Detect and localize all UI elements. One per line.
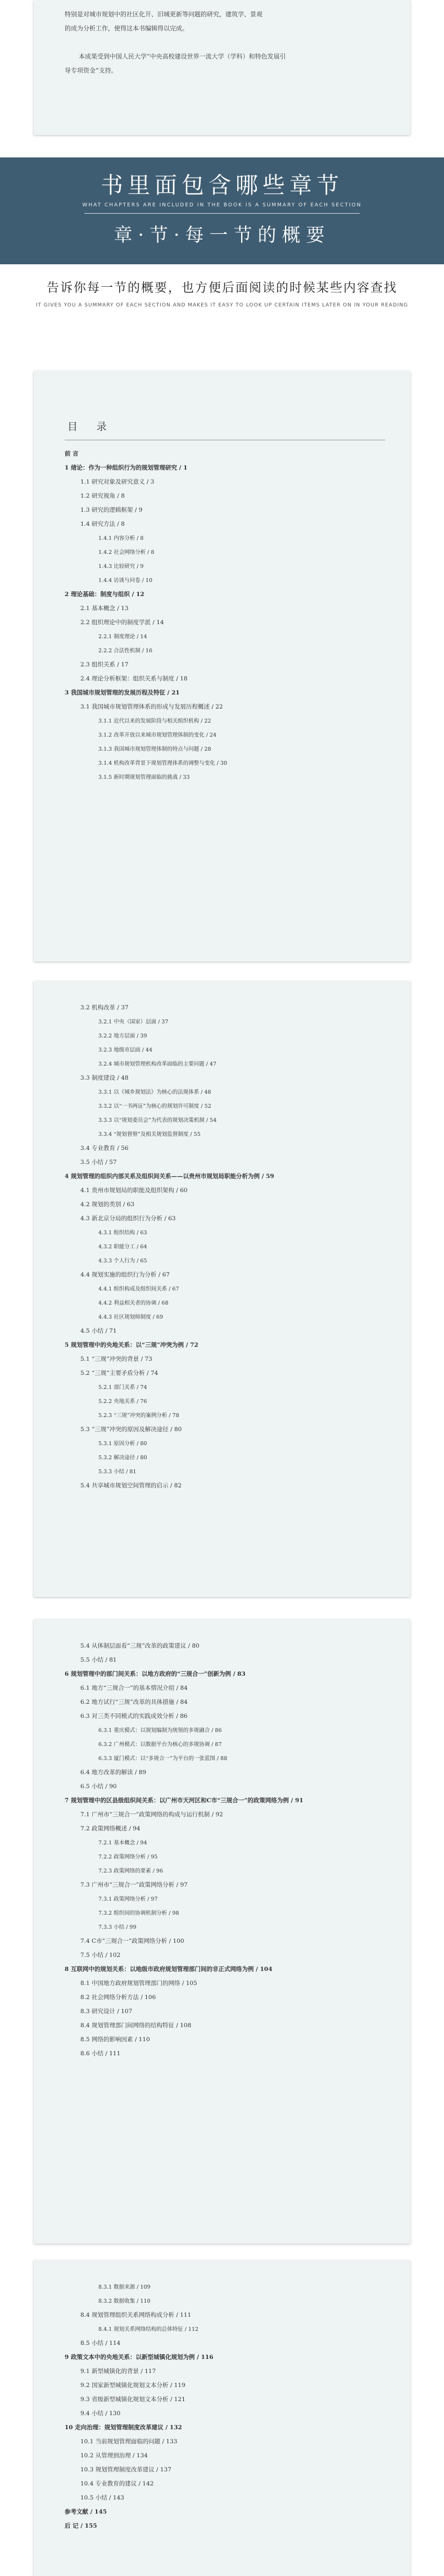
toc-entry: 5.3.3 小结 / 81	[98, 1469, 137, 1475]
toc-entry: 5.3 “三规”冲突的原因及解决途径 / 80	[80, 1426, 182, 1433]
toc-entry: 5 规划管理中的央地关系：以“三规”冲突为例 / 72	[65, 1342, 198, 1348]
toc-entry: 7 规划管理中的区县级组织间关系：以广州市天河区和C市“三规合一”的政策网络为例 / 91	[65, 1797, 303, 1804]
toc-entry: 1.4.2 社会网络分析 / 8	[98, 549, 155, 556]
toc-entry: 5.5 小结 / 81	[80, 1657, 117, 1663]
toc-entry: 2.4 理论分析框架：组织关系与制度 / 18	[80, 675, 188, 682]
toc-page-3	[34, 1619, 410, 2244]
toc-entry: 3.2 机构改革 / 37	[80, 1004, 129, 1011]
toc-entry: 8.3.2 数据收集 / 110	[98, 2298, 151, 2304]
toc-entry: 3.1.5 新时期规划管理面临的挑战 / 33	[98, 774, 190, 781]
toc-entry: 7.2.2 政策网络分析 / 95	[98, 1854, 158, 1860]
toc-entry: 3.3.1 以《城乡规划法》为核心的法规体系 / 48	[98, 1089, 211, 1095]
toc-entry: 1.4.1 内容分析 / 8	[98, 535, 144, 542]
toc-entry: 10.5 小结 / 143	[80, 2494, 124, 2501]
toc-entry: 8.1 中国地方政府规划管理部门的网络 / 105	[80, 1980, 197, 1987]
toc-entry: 6.3 对三类不同模式的实践成效分析 / 86	[80, 1713, 188, 1720]
toc-entry: 3.2.3 地级市层面 / 44	[98, 1047, 153, 1053]
preface-line: 的成为分析工作，使得这本书编辑得以完成。	[65, 25, 188, 32]
preface-line: 特别是对城市规划中的社区化开、旧城更新等问题的研究，建筑学、景观	[65, 11, 262, 18]
toc-entry: 6.1 地方“三规合一”的基本情况介绍 / 84	[80, 1685, 188, 1691]
toc-entry: 4.4 规划实施的组织行为分析 / 67	[80, 1271, 170, 1278]
toc-entry: 1.1 研究对象及研究意义 / 3	[80, 479, 155, 485]
toc-entry: 4.1 贵州市规划局的职能及组织架构 / 60	[80, 1187, 188, 1194]
toc-entry: 8.3.1 数据来源 / 109	[98, 2284, 151, 2290]
toc-entry: 5.3.1 原因分析 / 80	[98, 1441, 147, 1447]
toc-entry: 6 规划管理中的部门间关系：以地方政府的“三规合一”创新为例 / 83	[65, 1671, 246, 1677]
toc-entry: 7.3.3 小结 / 99	[98, 1924, 137, 1930]
toc-entry: 3.2.2 地方层面 / 39	[98, 1033, 147, 1039]
toc-title: 目 录	[67, 421, 115, 433]
toc-entry: 8.4 规划管理组织关系网络构成分析 / 111	[80, 2312, 192, 2318]
toc-entry: 1.4 研究方法 / 8	[80, 521, 125, 527]
toc-entry: 5.2.1 部门关系 / 74	[98, 1384, 147, 1391]
banner-subtitle-en: WHAT CHAPTERS ARE INCLUDED IN THE BOOK IS A SUMMARY OF EACH SECTION	[82, 202, 362, 208]
toc-entry: 2.2.2 合法性机制 / 16	[98, 648, 153, 654]
toc-entry: 7.1 广州市“三规合一”政策网络的构成与运行机制 / 92	[80, 1811, 223, 1818]
toc-entry: 6.4 地方改革的解读 / 89	[80, 1769, 147, 1776]
toc-entry: 3.3.3 以“规划委员会”为代表的规划决策机制 / 54	[98, 1117, 217, 1124]
caption-text-en: IT GIVES YOU A SUMMARY OF EACH SECTION AND MAKES IT EASY TO LOOK UP CERTAIN ITEMS LATER ON IN YOUR READING	[35, 303, 409, 308]
toc-entry: 4.5 小结 / 71	[80, 1328, 117, 1334]
toc-entry: 1.4.3 比较研究 / 9	[98, 563, 144, 570]
toc-entry: 5.4 从体制层面看“三规”改革的政策建议 / 80	[80, 1643, 200, 1649]
toc-entry: 3.2.4 城市规划管理机构改革面临的主要问题 / 47	[98, 1061, 217, 1067]
toc-entry: 10.4 专业教育的建议 / 142	[80, 2480, 154, 2487]
toc-entry: 5.4 共享城市规划空间管理的启示 / 82	[80, 1482, 182, 1489]
toc-entry: 8.5 网络的影响因素 / 110	[80, 2036, 150, 2043]
caption-text: 告诉你每一节的概要，也方便后面阅读的时候某些内容查找	[46, 281, 397, 295]
toc-entry: 8.4 规划管理部门间网络的结构特征 / 108	[80, 2022, 192, 2029]
toc-entry: 6.3.1 重庆模式：以规划编制为统领的多规融合 / 86	[98, 1727, 222, 1734]
toc-entry: 3.4 专业教育 / 56	[80, 1145, 129, 1152]
toc-entry: 5.2.3 “三规”冲突的案例分析 / 78	[98, 1413, 179, 1419]
toc-entry: 4 规划管理的组织内部关系及组织间关系——以贵州市规划局职能分析为例 / 59	[65, 1173, 274, 1180]
toc-entry: 3.3.4 “规划督察”及相关规划监督制度 / 55	[98, 1131, 201, 1138]
toc-entry: 2.2.1 制度理论 / 14	[98, 634, 147, 640]
toc-entry: 8.5 小结 / 114	[80, 2340, 121, 2347]
toc-entry: 7.2.3 政策网络的要素 / 96	[98, 1868, 164, 1874]
toc-entry: 8.3 研究设计 / 107	[80, 2008, 133, 2015]
toc-entry: 3.1.2 改革开放以来城市规划管理体制的变化 / 24	[98, 732, 217, 738]
toc-entry: 7.3 广州市“三规合一”政策网络分析 / 97	[80, 1882, 188, 1888]
toc-entry: 9.4 小结 / 130	[80, 2410, 121, 2417]
toc-entry: 4.4.1 组织构成及组织间关系 / 67	[98, 1286, 179, 1292]
toc-entry: 3.3.2 以“一书两证”为核心的规划许可制度 / 52	[98, 1103, 211, 1109]
toc-entry: 3.1.1 近代以来的发展阶段与相关组织机构 / 22	[98, 718, 211, 724]
toc-list	[65, 2280, 385, 2533]
toc-entry: 9.2 国家新型城镇化规划文本分析 / 119	[80, 2382, 185, 2389]
toc-entry: 前 言	[65, 450, 79, 457]
toc-page-1	[34, 371, 410, 962]
preface-page-fragment	[34, 0, 410, 135]
toc-entry: 4.4.3 社区规划师制度 / 69	[98, 1314, 164, 1320]
toc-entry: 4.2 规划的类别 / 63	[80, 1201, 135, 1208]
toc-entry: 3.5 小结 / 57	[80, 1159, 117, 1166]
toc-entry: 8.2 社会网络分析方法 / 106	[80, 1994, 156, 2001]
toc-entry: 3.1.3 我国城市规划管理体制的特点与问题 / 28	[98, 746, 211, 752]
toc-entry: 2.1 基本概念 / 13	[80, 605, 129, 612]
toc-entry: 10.1 当前规划管理面临的问题 / 133	[80, 2438, 178, 2445]
toc-entry: 4.4.2 利益相关者的协调 / 68	[98, 1300, 169, 1306]
toc-entry: 2 理论基础：制度与组织 / 12	[65, 591, 144, 598]
toc-entry: 5.2 “三规”主要矛盾分析 / 74	[80, 1370, 158, 1377]
toc-page-4	[34, 2261, 410, 2576]
toc-entry: 9.1 新型城镇化的背景 / 117	[80, 2368, 156, 2375]
toc-entry: 7.5 小结 / 102	[80, 1952, 121, 1959]
toc-entry: 4.3.1 组织结构 / 63	[98, 1230, 147, 1236]
toc-entry: 4.3.2 职能分工 / 64	[98, 1244, 147, 1250]
toc-entry: 5.1 “三规”冲突的背景 / 73	[80, 1356, 152, 1363]
toc-entry: 7.4 C市“三规合一”政策网络分析 / 100	[80, 1938, 184, 1945]
toc-entry: 3.3 制度建设 / 48	[80, 1075, 129, 1081]
toc-entry: 7.3.2 组织间的协调机制分析 / 98	[98, 1910, 179, 1916]
toc-page-2	[34, 981, 410, 1597]
toc-entry: 8.6 小结 / 111	[80, 2050, 121, 2057]
toc-entry: 8.4.1 规划关系网络结构的总体特征 / 112	[98, 2326, 199, 2333]
banner-divider	[84, 213, 360, 214]
preface-line: 本成果受到中国人民大学“中央高校建设世界一流大学（学科）和特色发展引	[79, 53, 286, 60]
toc-list	[65, 1001, 385, 1493]
toc-entry: 3.2.1 中央（国家）层面 / 37	[98, 1019, 169, 1025]
toc-entry: 7.2 政策网络概述 / 94	[80, 1825, 141, 1832]
toc-entry: 3.1.4 机构改革背景下规划管理体系的调整与变化 / 30	[98, 760, 228, 766]
banner-title: 书里面包含哪些章节	[101, 173, 343, 198]
toc-entry: 10 走向治理：规划管理制度改革建议 / 132	[65, 2424, 182, 2431]
toc-entry: 1.4.4 访谈与问卷 / 10	[98, 578, 153, 584]
banner-subtitle: 章·节·每一节的概要	[114, 224, 330, 246]
toc-list	[65, 447, 385, 784]
toc-entry: 10.2 从管理到治理 / 134	[80, 2452, 148, 2459]
toc-entry: 9.3 省级新型城镇化规划文本分析 / 121	[80, 2396, 185, 2403]
toc-entry: 8 互联网中的规划关系：以地级市政府规划管理部门间的非正式网络为例 / 104	[65, 1966, 273, 1973]
toc-list	[65, 1639, 385, 2061]
toc-entry: 5.3.2 解决途径 / 80	[98, 1455, 147, 1461]
toc-entry: 9 政策文本中的央地关系：以新型城镇化规划为例 / 116	[65, 2354, 214, 2361]
toc-entry: 1 绪论：作为一种组织行为的规划管理研究 / 1	[65, 464, 188, 471]
toc-entry: 5.2.2 央地关系 / 76	[98, 1398, 147, 1405]
toc-entry: 6.3.3 厦门模式：以“多规合一”为平台的一张蓝图 / 88	[98, 1756, 228, 1762]
toc-entry: 6.2 地方试行“三规”改革的具体措施 / 84	[80, 1699, 188, 1706]
toc-entry: 1.2 研究视角 / 8	[80, 493, 125, 499]
caption	[0, 278, 444, 308]
toc-entry: 4.3 新北京分局的组织行为分析 / 63	[80, 1215, 176, 1222]
preface-line: 导专项资金”支持。	[65, 67, 117, 74]
toc-entry: 7.2.1 基本概念 / 94	[98, 1840, 147, 1846]
toc-entry: 3.1 我国城市规划管理体系的形成与发展历程概述 / 22	[80, 703, 223, 710]
toc-entry: 6.5 小结 / 90	[80, 1783, 117, 1790]
toc-entry: 7.3.1 政策网络分析 / 97	[98, 1896, 158, 1902]
toc-entry: 参考文献 / 145	[65, 2509, 107, 2515]
toc-entry: 后 记 / 155	[65, 2523, 97, 2529]
toc-entry: 2.3 组织关系 / 17	[80, 661, 129, 668]
toc-entry: 3 我国城市规划管理的发展历程及特征 / 21	[65, 689, 180, 696]
toc-entry: 6.3.2 广州模式：以数据平台为核心的多规协调 / 87	[98, 1742, 222, 1748]
toc-entry: 2.2 组织理论中的制度学派 / 14	[80, 619, 164, 626]
section-banner	[0, 157, 444, 264]
toc-entry: 4.3.3 个人行为 / 65	[98, 1258, 147, 1264]
toc-entry: 10.3 规划管理制度改革建议 / 137	[80, 2466, 171, 2473]
toc-entry: 1.3 研究的逻辑框架 / 9	[80, 507, 143, 513]
